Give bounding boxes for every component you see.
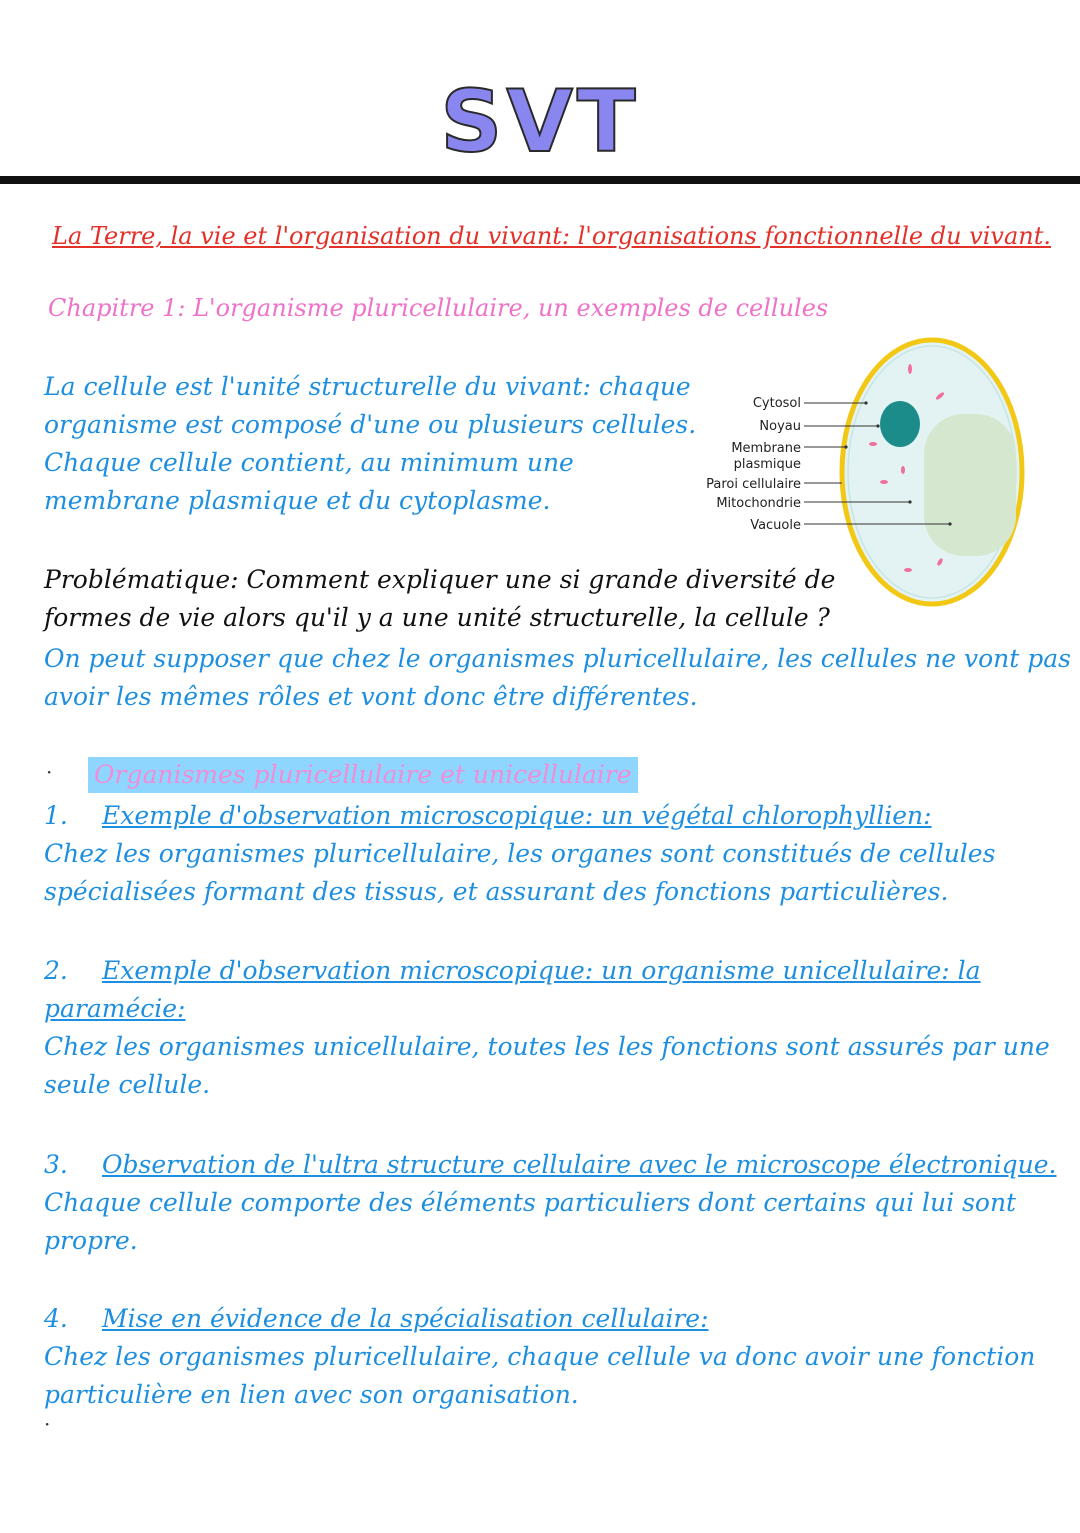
subsection-number: 3. bbox=[44, 1150, 68, 1179]
hypothesis-line: avoir les mêmes rôles et vont donc être différentes. bbox=[44, 682, 698, 711]
subsection-body-line: propre. bbox=[44, 1226, 138, 1255]
subsection-3 bbox=[44, 1146, 1056, 1260]
section-title: Organismes pluricellulaire et unicellulaire bbox=[88, 757, 638, 793]
intro-line: organisme est composé d'une ou plusieurs cellules. bbox=[44, 410, 697, 439]
subsection-2 bbox=[44, 952, 1050, 1104]
label-vacuole: Vacuole bbox=[750, 518, 801, 533]
leader-dot bbox=[864, 401, 867, 404]
chapter-heading: Chapitre 1: L'organisme pluricellulaire, un exemples de cellules bbox=[48, 294, 829, 322]
mitochondria-mark bbox=[904, 568, 912, 572]
subsection-number: 4. bbox=[44, 1304, 68, 1333]
subsection-1 bbox=[44, 797, 995, 911]
title-divider bbox=[0, 176, 1080, 184]
subsection-4 bbox=[44, 1300, 1035, 1414]
trailing-bullet: · bbox=[44, 1412, 51, 1436]
hypothesis-line: On peut supposer que chez le organismes pluricellulaire, les cellules ne vont pas bbox=[44, 644, 1072, 673]
problem-line: Problématique: Comment expliquer une si grande diversité de bbox=[44, 565, 836, 594]
leader-dot bbox=[948, 522, 951, 525]
problem-line: formes de vie alors qu'il y a une unité structurelle, la cellule ? bbox=[44, 603, 830, 632]
subsection-number: 2. bbox=[44, 956, 68, 985]
intro-line: membrane plasmique et du cytoplasme. bbox=[44, 486, 551, 515]
problem-statement bbox=[44, 561, 835, 637]
mitochondria-mark bbox=[880, 480, 888, 484]
subsection-body-line: Chez les organismes pluricellulaire, les organes sont constitués de cellules bbox=[44, 839, 996, 868]
label-membrane-plasmique: plasmique bbox=[733, 457, 801, 472]
label-membrane: Membrane bbox=[731, 441, 801, 456]
subsection-body-line: particulière en lien avec son organisation. bbox=[44, 1380, 579, 1409]
leader-dot bbox=[844, 445, 847, 448]
subsection-title: Observation de l'ultra structure cellulaire avec le microscope électronique. bbox=[102, 1150, 1057, 1179]
subsection-body-line: seule cellule. bbox=[44, 1070, 211, 1099]
label-nucleus: Noyau bbox=[759, 419, 801, 434]
subsection-title: Exemple d'observation microscopique: un organisme unicellulaire: la bbox=[102, 956, 981, 985]
theme-heading: La Terre, la vie et l'organisation du vivant: l'organisations fonctionnelle du vivant. bbox=[52, 222, 1052, 250]
intro-paragraph bbox=[44, 368, 696, 520]
hypothesis-paragraph bbox=[44, 640, 1071, 716]
subsection-number: 1. bbox=[44, 801, 68, 830]
intro-line: La cellule est l'unité structurelle du vivant: chaque bbox=[44, 372, 691, 401]
section-bullet: · bbox=[46, 760, 53, 784]
leader-dot bbox=[908, 500, 911, 503]
page-title: SVT bbox=[440, 72, 640, 172]
label-cytosol: Cytosol bbox=[752, 396, 801, 411]
label-mitochondria: Mitochondrie bbox=[716, 496, 801, 511]
subsection-body-line: Chez les organismes unicellulaire, toutes les les fonctions sont assurés par une bbox=[44, 1032, 1050, 1061]
subsection-body-line: Chaque cellule comporte des éléments particuliers dont certains qui lui sont bbox=[44, 1188, 1017, 1217]
intro-line: Chaque cellule contient, au minimum une bbox=[44, 448, 574, 477]
nucleus bbox=[880, 401, 920, 447]
subsection-body-line: Chez les organismes pluricellulaire, chaque cellule va donc avoir une fonction bbox=[44, 1342, 1036, 1371]
mitochondria-mark bbox=[901, 466, 905, 474]
subsection-body-line: spécialisées formant des tissus, et assurant des fonctions particulières. bbox=[44, 877, 949, 906]
subsection-title-cont: paramécie: bbox=[44, 994, 186, 1023]
leader-dot bbox=[876, 424, 879, 427]
subsection-title: Exemple d'observation microscopique: un végétal chlorophyllien: bbox=[102, 801, 932, 830]
label-cell-wall: Paroi cellulaire bbox=[706, 477, 801, 492]
subsection-title: Mise en évidence de la spécialisation cellulaire: bbox=[102, 1304, 709, 1333]
vacuole bbox=[924, 414, 1016, 556]
mitochondria-mark bbox=[908, 364, 912, 374]
mitochondria-mark bbox=[869, 442, 877, 446]
